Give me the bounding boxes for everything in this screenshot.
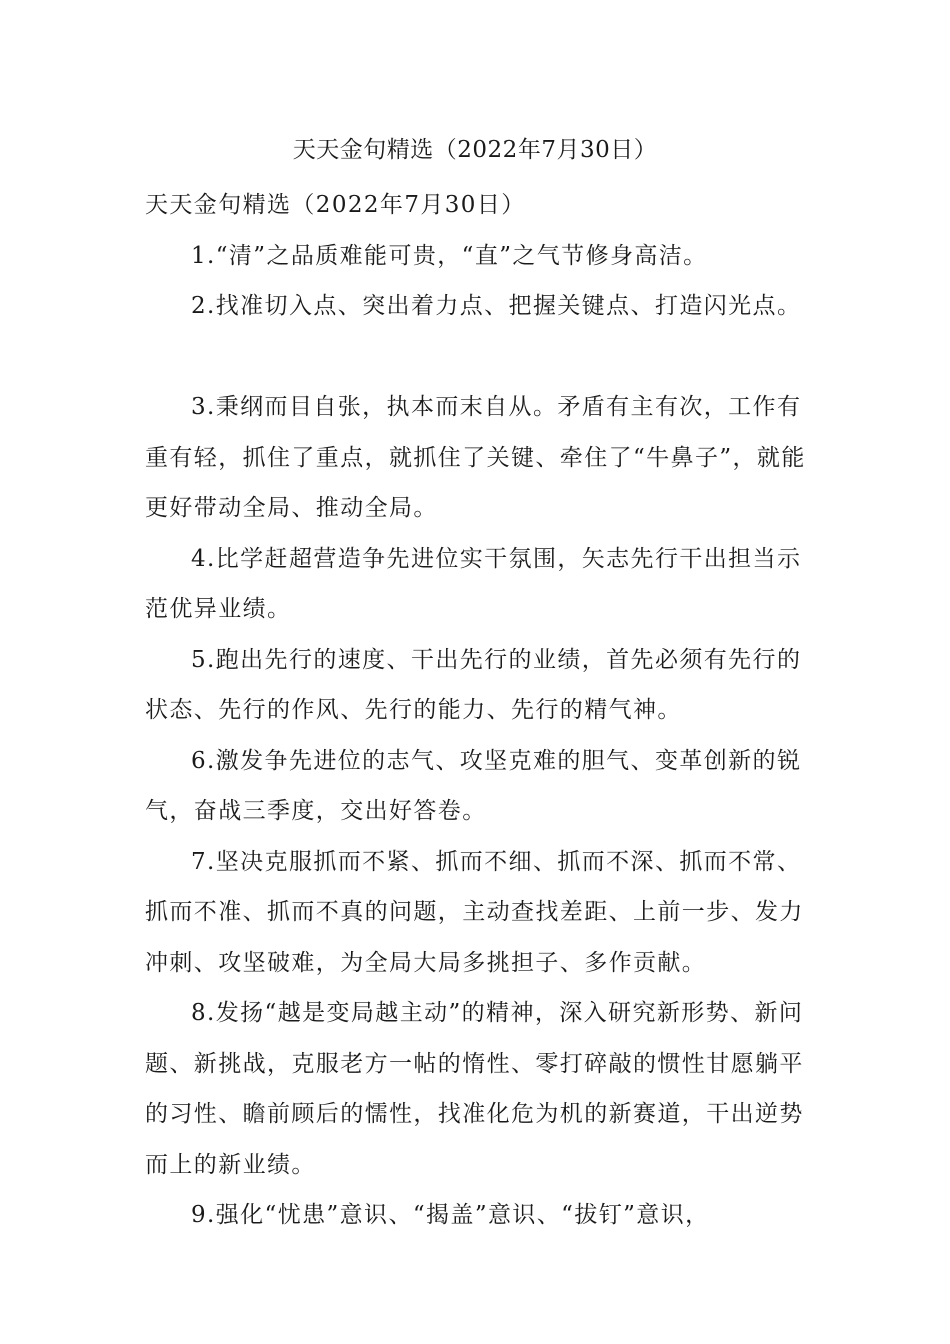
quote-item-2: 2.找准切入点、突出着力点、把握关键点、打造闪光点。 [191,293,802,319]
document-body [145,180,815,1241]
quote-item-1: 1.“清”之品质难能可贵，“直”之气节修身高洁。 [191,242,708,269]
quote-item-6: 6.激发争先进位的志气、攻坚克难的胆气、变革创新的锐气，奋战三季度，交出好答卷。 [145,747,802,824]
document-title: 天天金句精选（2022年7月30日） [292,137,658,163]
quote-item-4: 4.比学赶超营造争先进位实干氛围，矢志先行干出担当示范优异业绩。 [145,545,802,622]
blank-line [145,332,815,383]
quote-item-3: 3.秉纲而目自张，执本而末自从。矛盾有主有次，工作有重有轻，抓住了重点，就抓住了关键、牵住了“牛鼻子”，就能更好带动全局、推动全局。 [145,394,806,521]
document-subtitle: 天天金句精选（2022年7月30日） [145,192,526,218]
quote-item-8: 8.发扬“越是变局越主动”的精神，深入研究新形势、新问题、新挑战，克服老方一帖的惰性、零打碎敲的惯性甘愿躺平的习性、瞻前顾后的懦性，找准化危为机的新赛道，干出逆势而上的新业绩。 [145,1000,804,1178]
quote-item-7: 7.坚决克服抓而不紧、抓而不细、抓而不深、抓而不常、抓而不准、抓而不真的问题，主动查找差距、上前一步、发力冲刺、攻坚破难，为全局大局多挑担子、多作贡献。 [145,848,804,976]
quote-item-5: 5.跑出先行的速度、干出先行的业绩，首先必须有先行的状态、先行的作风、先行的能力、先行的精气神。 [145,646,802,723]
quote-item-9: 9.强化“忧患”意识、“揭盖”意识、“拔钉”意识， [191,1202,710,1228]
